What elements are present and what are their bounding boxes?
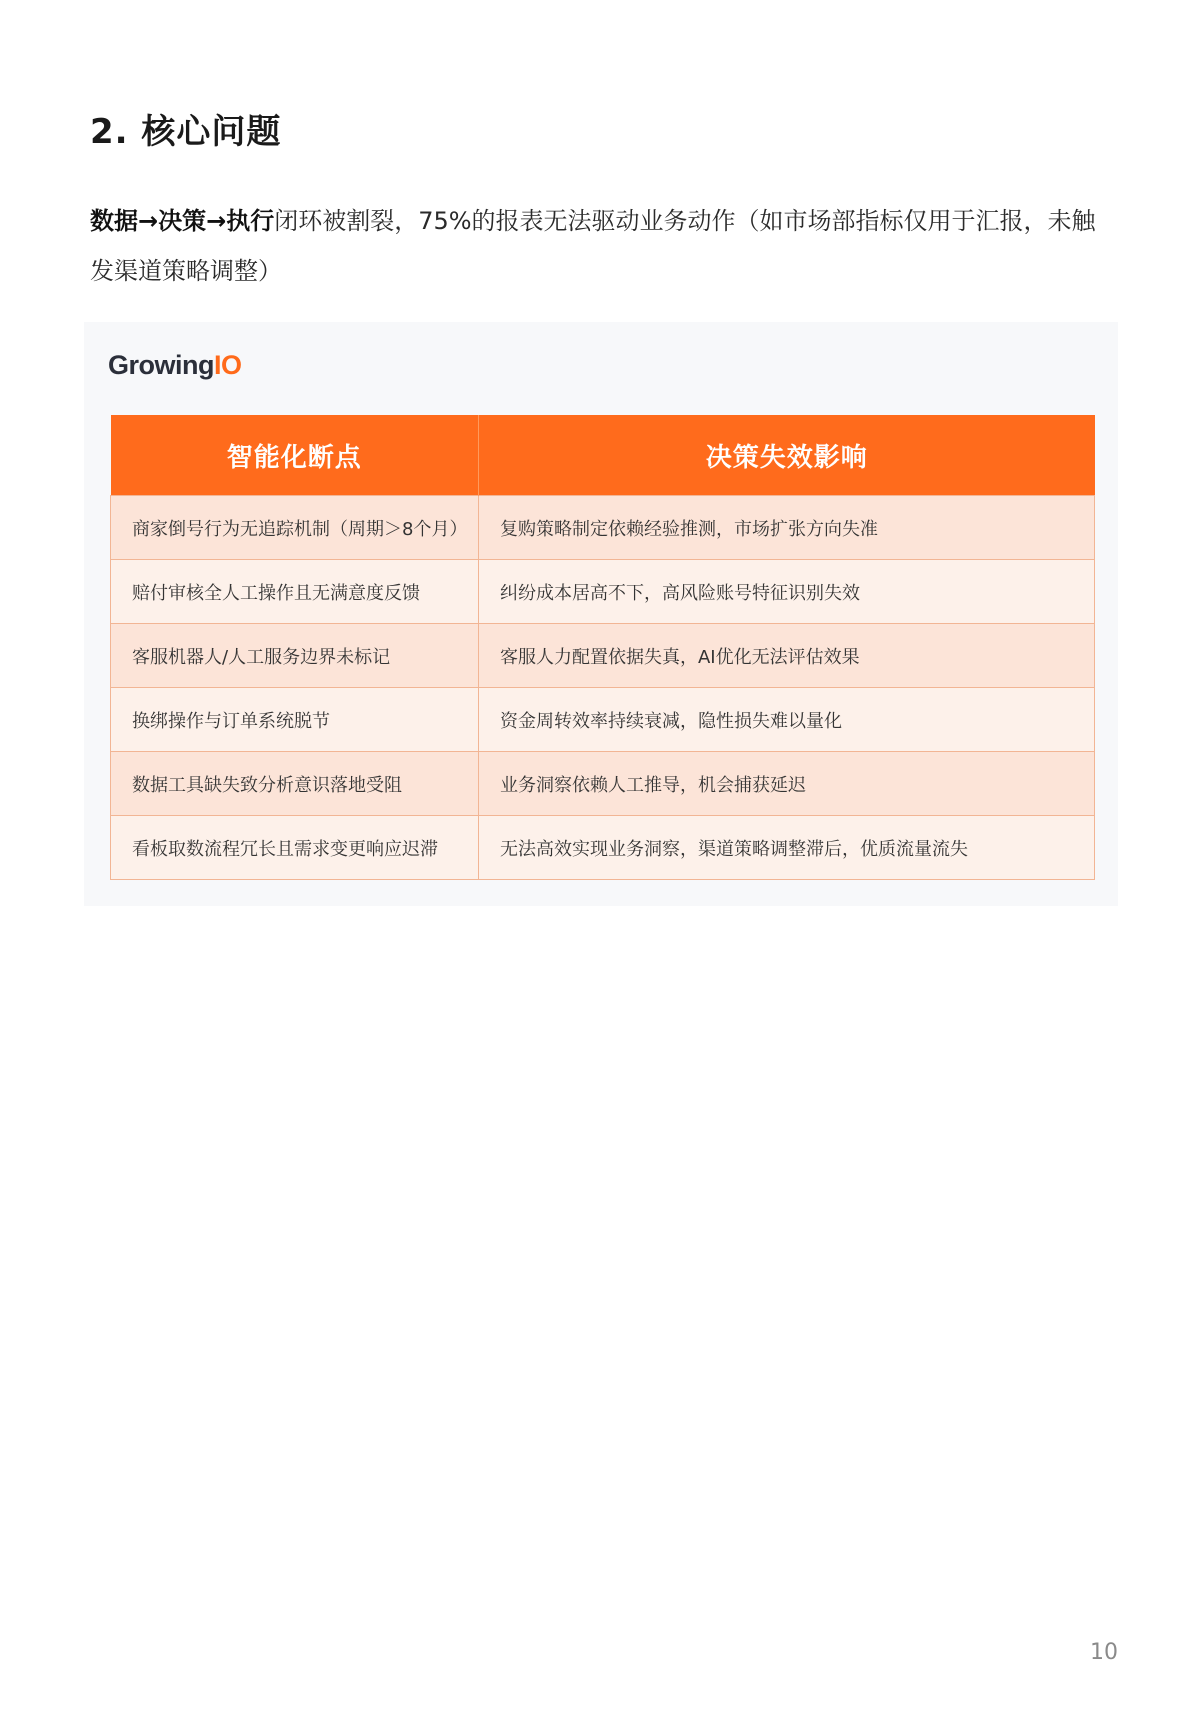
section-heading: 2. 核心问题 bbox=[90, 112, 282, 152]
table-cell: 数据工具缺失致分析意识落地受阻 bbox=[111, 752, 479, 816]
table-cell: 客服机器人/人工服务边界未标记 bbox=[111, 624, 479, 688]
breakpoint-table bbox=[110, 415, 1095, 880]
table-cell: 换绑操作与订单系统脱节 bbox=[111, 688, 479, 752]
table-row bbox=[111, 688, 1095, 752]
intro-paragraph bbox=[90, 196, 1115, 296]
table-cell: 复购策略制定依赖经验推测，市场扩张方向失准 bbox=[479, 496, 1095, 560]
table-row bbox=[111, 816, 1095, 880]
table-cell: 赔付审核全人工操作且无满意度反馈 bbox=[111, 560, 479, 624]
logo-text-accent: IO bbox=[214, 350, 242, 380]
table-cell: 业务洞察依赖人工推导，机会捕获延迟 bbox=[479, 752, 1095, 816]
table-cell: 纠纷成本居高不下，高风险账号特征识别失效 bbox=[479, 560, 1095, 624]
intro-text: 闭环被割裂，75%的报表无法驱动业务动作（如市场部指标仅用于汇报，未触发渠道策略调整） bbox=[90, 207, 1096, 285]
table-cell: 看板取数流程冗长且需求变更响应迟滞 bbox=[111, 816, 479, 880]
table-cell: 无法高效实现业务洞察，渠道策略调整滞后，优质流量流失 bbox=[479, 816, 1095, 880]
table-cell: 商家倒号行为无追踪机制（周期＞8个月） bbox=[111, 496, 479, 560]
table-cell: 客服人力配置依据失真，AI优化无法评估效果 bbox=[479, 624, 1095, 688]
table-cell: 资金周转效率持续衰减，隐性损失难以量化 bbox=[479, 688, 1095, 752]
header-breakpoint: 智能化断点 bbox=[111, 415, 479, 496]
table-header-row bbox=[111, 415, 1095, 496]
logo-text-main: Growing bbox=[108, 350, 214, 380]
table-row bbox=[111, 752, 1095, 816]
intro-emphasis: 数据→决策→执行 bbox=[90, 207, 275, 235]
page-number: 10 bbox=[1090, 1640, 1118, 1665]
table-row bbox=[111, 624, 1095, 688]
header-impact: 决策失效影响 bbox=[479, 415, 1095, 496]
figure-card bbox=[84, 322, 1118, 906]
growingio-logo bbox=[108, 350, 242, 381]
table-row bbox=[111, 496, 1095, 560]
table-row bbox=[111, 560, 1095, 624]
